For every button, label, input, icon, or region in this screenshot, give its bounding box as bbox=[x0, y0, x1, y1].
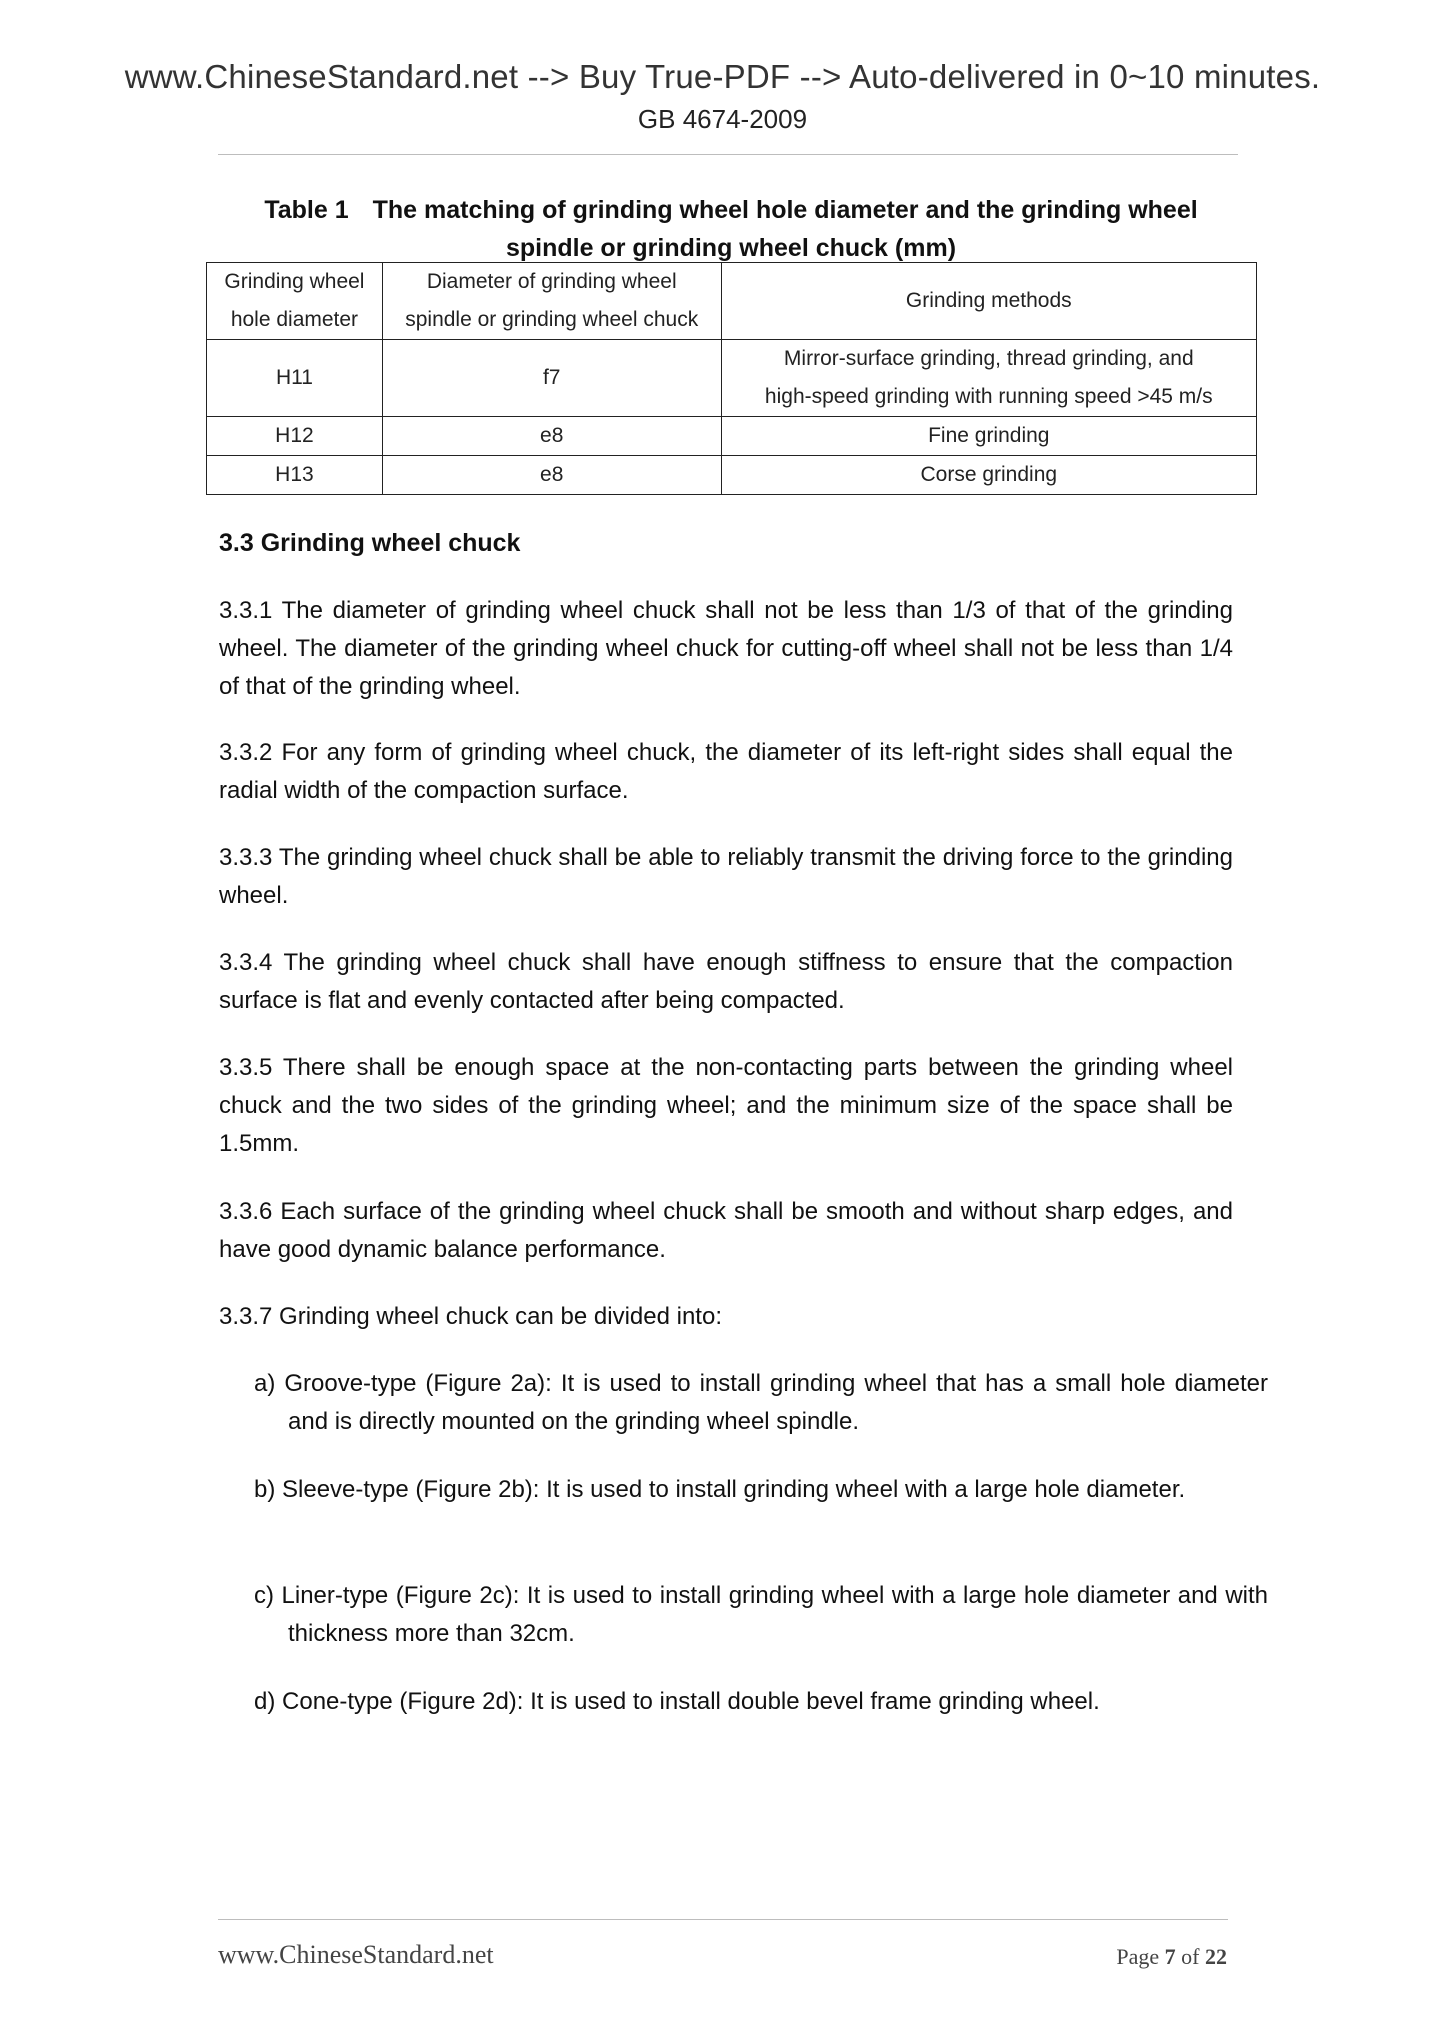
cell-method-line: high-speed grinding with running speed >45 m/s bbox=[764, 385, 1213, 408]
cell-spindle: f7 bbox=[382, 340, 721, 417]
paragraph-3-3-6: 3.3.6 Each surface of the grinding wheel chuck shall be smooth and without sharp edges, and have good dynamic balance performance. bbox=[219, 1198, 1233, 1263]
footer-divider bbox=[218, 1919, 1228, 1920]
header-divider bbox=[218, 154, 1238, 155]
cell-hole: H12 bbox=[207, 417, 383, 456]
paragraph-3-3-1: 3.3.1 The diameter of grinding wheel chuck shall not be less than 1/3 of that of the grinding wheel. The diameter of the grinding wheel chuck for cutting-off wheel shall not be less than 1/4 of that of the grinding wheel. bbox=[219, 597, 1233, 700]
table-caption-line1 bbox=[206, 191, 1256, 229]
paragraph-3-3-2: 3.3.2 For any form of grinding wheel chuck, the diameter of its left-right sides shall equal the radial width of the compaction surface. bbox=[219, 739, 1233, 804]
list-item-groove-type: a) Groove-type (Figure 2a): It is used to install grinding wheel that has a small hole diameter and is directly mounted on the grinding wheel spindle. bbox=[254, 1370, 1268, 1435]
page-number bbox=[1116, 1944, 1227, 1970]
table-title-part2: spindle or grinding wheel chuck (mm) bbox=[505, 234, 957, 262]
cell-spindle: e8 bbox=[382, 417, 721, 456]
header-cell-text: hole diameter bbox=[230, 308, 359, 331]
footer-site-link[interactable]: www.ChineseStandard.net bbox=[218, 1940, 494, 1969]
header-cell-hole-diameter bbox=[207, 263, 383, 340]
list-item-liner-type: c) Liner-type (Figure 2c): It is used to install grinding wheel with a large hole diameter and with thickness more than 32cm. bbox=[254, 1582, 1268, 1647]
table-header-row bbox=[207, 263, 1257, 340]
site-banner: www.ChineseStandard.net --> Buy True-PDF --> Auto-delivered in 0~10 minutes. bbox=[124, 58, 1321, 95]
page-current: 7 bbox=[1164, 1944, 1176, 1969]
table-row bbox=[207, 340, 1257, 417]
cell-method: Fine grinding bbox=[721, 417, 1256, 456]
table-number: Table 1 bbox=[264, 196, 349, 224]
cell-spindle: e8 bbox=[382, 456, 721, 495]
header-cell-text: Grinding wheel bbox=[224, 270, 365, 293]
cell-method bbox=[721, 340, 1256, 417]
table-row bbox=[207, 417, 1257, 456]
list-item-cone-type: d) Cone-type (Figure 2d): It is used to install double bevel frame grinding wheel. bbox=[254, 1688, 1100, 1715]
cell-hole: H11 bbox=[207, 340, 383, 417]
header-cell-text: spindle or grinding wheel chuck bbox=[405, 308, 699, 331]
standard-code: GB 4674-2009 bbox=[637, 104, 808, 134]
header-cell-text: Diameter of grinding wheel bbox=[426, 270, 677, 293]
page-word: Page bbox=[1116, 1944, 1160, 1969]
page-of: of bbox=[1181, 1944, 1200, 1969]
page-total: 22 bbox=[1205, 1944, 1227, 1969]
cell-method: Corse grinding bbox=[721, 456, 1256, 495]
table-row bbox=[207, 456, 1257, 495]
matching-table bbox=[206, 262, 1257, 495]
cell-hole: H13 bbox=[207, 456, 383, 495]
paragraph-3-3-5: 3.3.5 There shall be enough space at the non-contacting parts between the grinding wheel chuck and the two sides of the grinding wheel; and the minimum size of the space shall be 1.5mm. bbox=[219, 1054, 1233, 1157]
header-cell-spindle-diameter bbox=[382, 263, 721, 340]
section-title: 3.3 Grinding wheel chuck bbox=[219, 529, 521, 557]
list-item-sleeve-type: b) Sleeve-type (Figure 2b): It is used to install grinding wheel with a large hole diameter. bbox=[254, 1476, 1186, 1503]
paragraph-3-3-3: 3.3.3 The grinding wheel chuck shall be able to reliably transmit the driving force to the grinding wheel. bbox=[219, 844, 1233, 909]
table-caption bbox=[206, 191, 1256, 267]
table-title-part1: The matching of grinding wheel hole diameter and the grinding wheel bbox=[372, 196, 1198, 224]
paragraph-3-3-7: 3.3.7 Grinding wheel chuck can be divided into: bbox=[219, 1303, 722, 1330]
cell-method-line: Mirror-surface grinding, thread grinding, and bbox=[783, 347, 1194, 370]
header-cell-grinding-methods: Grinding methods bbox=[721, 263, 1256, 340]
paragraph-3-3-4: 3.3.4 The grinding wheel chuck shall have enough stiffness to ensure that the compaction surface is flat and evenly contacted after being compacted. bbox=[219, 949, 1233, 1014]
